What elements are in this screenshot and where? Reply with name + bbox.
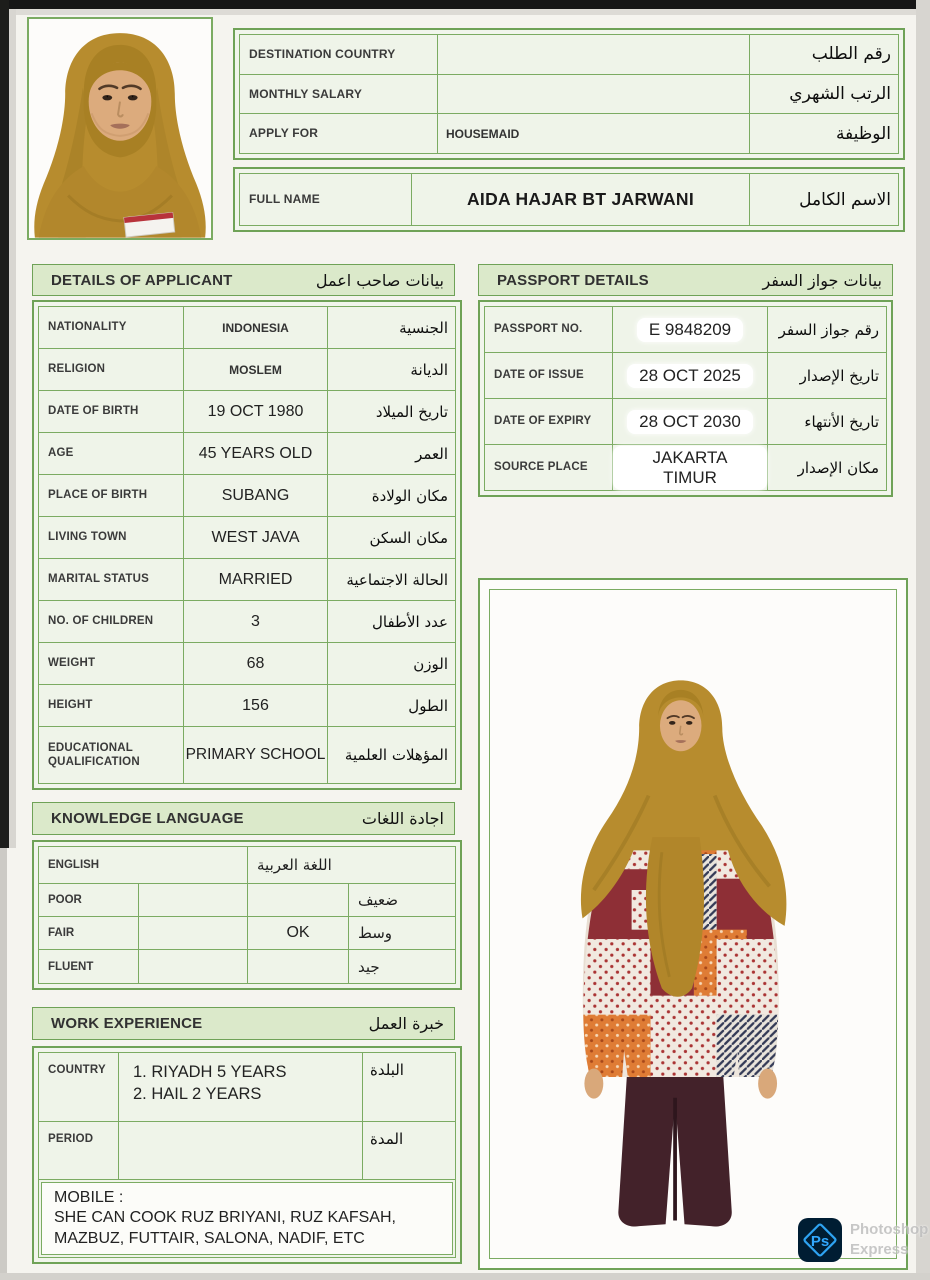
field-label: LIVING TOWN: [39, 517, 184, 558]
watermark-line1: Photoshop: [850, 1220, 929, 1238]
field-value: MARRIED: [184, 559, 328, 600]
period-row: [39, 1122, 455, 1180]
field-label-arabic: المؤهلات العلمية: [344, 746, 448, 764]
applicant-header-arabic: بيانات صاحب اعمل: [315, 270, 444, 290]
apply-for-row: [240, 114, 898, 153]
table-row: [485, 353, 886, 399]
field-label-arabic: تاريخ الأنتهاء: [804, 412, 879, 431]
photoshop-express-watermark: [798, 1218, 928, 1262]
field-label-arabic: مكان الولادة: [371, 486, 448, 505]
table-row: [39, 643, 455, 685]
level-arabic-cell: [248, 884, 349, 916]
photoshop-express-icon: [798, 1218, 842, 1262]
field-value: [613, 445, 768, 490]
table-row: [39, 917, 455, 950]
passport-header-en: PASSPORT DETAILS: [497, 271, 649, 289]
field-label-arabic: الحالة الاجتماعية: [346, 570, 448, 589]
applicant-header-en: DETAILS OF APPLICANT: [51, 271, 233, 289]
table-row: [39, 349, 455, 391]
level-label-arabic: جيد: [358, 957, 380, 976]
table-row: [39, 517, 455, 559]
field-label-arabic: تاريخ الإصدار: [799, 366, 879, 385]
language-head-row: [39, 847, 455, 884]
mobile-label: MOBILE :: [54, 1188, 124, 1206]
table-row: [39, 475, 455, 517]
country-row: [39, 1053, 455, 1122]
field-value: 156: [184, 685, 328, 726]
request-info-box: [233, 28, 905, 160]
field-label: NO. OF CHILDREN: [39, 601, 184, 642]
country-label: COUNTRY: [39, 1053, 119, 1121]
level-label-arabic: ضعيف: [358, 891, 399, 909]
monthly-salary-value: [438, 75, 750, 114]
level-english-cell: [139, 917, 248, 949]
table-row: [39, 433, 455, 475]
country-label-arabic: البلدة: [370, 1061, 404, 1079]
arabic-language-label: اللغة العربية: [257, 856, 332, 874]
field-label: DATE OF ISSUE: [485, 353, 613, 398]
passport-number: E 9848209: [637, 318, 743, 342]
table-row: [39, 601, 455, 643]
level-label: FLUENT: [39, 950, 139, 983]
field-label-arabic: الوزن: [413, 654, 448, 673]
field-label-arabic: الديانة: [410, 360, 448, 379]
field-value: MOSLEM: [184, 349, 328, 390]
field-label: DATE OF EXPIRY: [485, 399, 613, 444]
destination-country-value: [438, 35, 750, 74]
field-value: 3: [184, 601, 328, 642]
ps-glyph: Ps: [810, 1233, 830, 1250]
applicant-details-table: [32, 300, 462, 790]
full-name-value: AIDA HAJAR BT JARWANI: [412, 174, 750, 225]
period-value: [119, 1122, 363, 1179]
applicant-portrait-photo: [27, 17, 213, 240]
applicant-section-header: [32, 264, 455, 296]
field-value: PRIMARY SCHOOL: [184, 727, 328, 783]
field-value: 45 YEARS OLD: [184, 433, 328, 474]
field-label: PASSPORT NO.: [485, 307, 613, 352]
destination-country-row: [240, 35, 898, 75]
level-label: FAIR: [39, 917, 139, 949]
scan-edge-left-shadow: [9, 9, 16, 848]
work-header-en: WORK EXPERIENCE: [51, 1015, 203, 1032]
passport-section-header: [478, 264, 893, 296]
country-value: [119, 1053, 363, 1121]
level-arabic-cell: OK: [248, 917, 349, 949]
cooking-skills-note: SHE CAN COOK RUZ BRIYANI, RUZ KAFSAH, MAZBUZ, FUTTAIR, SALONA, NADIF, ETC: [54, 1209, 396, 1248]
full-name-label-arabic: الاسم الكامل: [799, 189, 891, 210]
field-value: [613, 353, 768, 398]
field-label-arabic: العمر: [415, 444, 448, 463]
english-label: ENGLISH: [39, 847, 248, 883]
scan-edge-bottom: [0, 1273, 930, 1280]
work-header-arabic: خبرة العمل: [368, 1014, 444, 1033]
field-value: INDONESIA: [184, 307, 328, 348]
field-label: EDUCATIONAL QUALIFICATION: [39, 727, 184, 783]
field-label-arabic: مكان الإصدار: [797, 458, 879, 477]
apply-for-label-arabic: الوظيفة: [835, 123, 891, 144]
full-name-box: [233, 167, 905, 232]
table-row: [485, 399, 886, 445]
level-label-arabic: وسط: [358, 924, 393, 942]
table-row: [39, 950, 455, 983]
portrait-illustration: [29, 19, 211, 238]
issue-date: 28 OCT 2025: [627, 364, 753, 388]
field-label: HEIGHT: [39, 685, 184, 726]
passport-header-arabic: بيانات جواز السفر: [762, 270, 882, 290]
destination-country-label: DESTINATION COUNTRY: [240, 35, 438, 74]
table-row: [39, 559, 455, 601]
field-label: DATE OF BIRTH: [39, 391, 184, 432]
applicant-full-body-photo: [478, 578, 908, 1270]
table-row: [485, 445, 886, 490]
table-row: [39, 391, 455, 433]
expiry-date: 28 OCT 2030: [627, 410, 753, 434]
destination-country-label-arabic: رقم الطلب: [811, 44, 891, 65]
language-section-header: [32, 802, 455, 835]
field-label-arabic: مكان السكن: [369, 528, 448, 547]
level-english-cell: [139, 884, 248, 916]
photoshop-express-label: [850, 1220, 928, 1261]
field-label-arabic: عدد الأطفال: [372, 612, 448, 631]
passport-details-table: [478, 300, 893, 497]
scan-edge-top: [0, 0, 930, 9]
field-label-arabic: تاريخ الميلاد: [375, 402, 448, 421]
monthly-salary-label-arabic: الرتب الشهري: [789, 84, 891, 104]
field-value: 68: [184, 643, 328, 684]
full-body-illustration: [490, 590, 896, 1258]
monthly-salary-label: MONTHLY SALARY: [240, 75, 438, 114]
table-row: [39, 685, 455, 727]
apply-for-value: HOUSEMAID: [438, 114, 750, 153]
scan-edge-top-shadow: [0, 9, 930, 15]
field-label: AGE: [39, 433, 184, 474]
source-place: JAKARTA TIMUR: [613, 446, 767, 490]
mobile-row: [39, 1180, 455, 1257]
period-label-arabic: المدة: [370, 1129, 404, 1148]
apply-for-label: APPLY FOR: [240, 114, 438, 153]
scan-edge-left-lower: [0, 848, 7, 1280]
field-value: SUBANG: [184, 475, 328, 516]
language-table: [32, 840, 462, 990]
work-section-header: [32, 1007, 455, 1040]
work-country-line1: 1. RIYADH 5 YEARS: [133, 1063, 287, 1081]
scan-edge-left: [0, 0, 9, 848]
field-value: 19 OCT 1980: [184, 391, 328, 432]
field-label: PLACE OF BIRTH: [39, 475, 184, 516]
field-label: MARITAL STATUS: [39, 559, 184, 600]
field-value: [613, 399, 768, 444]
level-label: POOR: [39, 884, 139, 916]
field-label: NATIONALITY: [39, 307, 184, 348]
table-row: [39, 884, 455, 917]
field-label-arabic: الجنسية: [399, 318, 448, 337]
work-country-line2: 2. HAIL 2 YEARS: [133, 1085, 262, 1104]
level-arabic-cell: [248, 950, 349, 983]
language-header-en: KNOWLEDGE LANGUAGE: [51, 810, 244, 827]
work-experience-table: [32, 1046, 462, 1264]
language-header-arabic: اجادة اللغات: [361, 809, 444, 828]
field-value: [613, 307, 768, 352]
level-english-cell: [139, 950, 248, 983]
field-label: WEIGHT: [39, 643, 184, 684]
table-row: [485, 307, 886, 353]
table-row: [39, 307, 455, 349]
full-name-row: [240, 174, 898, 225]
scan-edge-right: [916, 0, 930, 1280]
field-label: RELIGION: [39, 349, 184, 390]
field-value: WEST JAVA: [184, 517, 328, 558]
mobile-note: [41, 1182, 453, 1255]
field-label-arabic: رقم جواز السفر: [778, 320, 879, 339]
field-label-arabic: الطول: [408, 696, 448, 715]
field-label: SOURCE PLACE: [485, 445, 613, 490]
monthly-salary-row: [240, 75, 898, 115]
table-row: [39, 727, 455, 783]
period-label: PERIOD: [39, 1122, 119, 1179]
full-name-label: FULL NAME: [240, 174, 412, 225]
watermark-line2: Express: [850, 1241, 909, 1258]
